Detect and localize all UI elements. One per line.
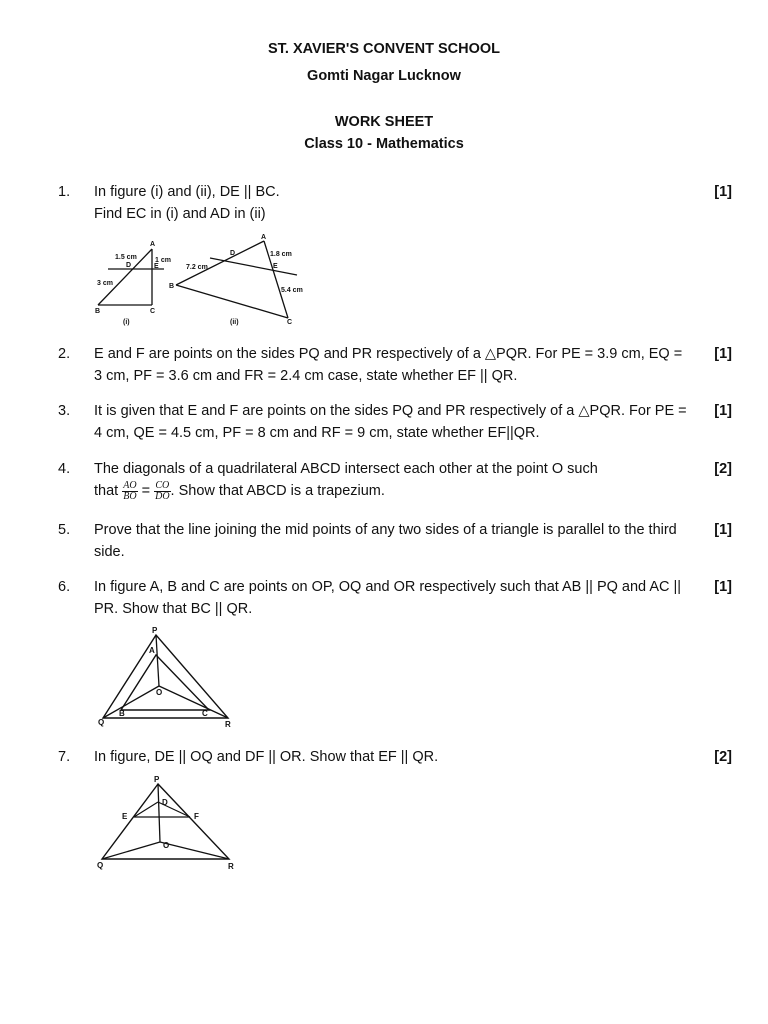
- question-line: Find EC in (i) and AD in (ii): [94, 206, 266, 222]
- label-q: Q: [97, 861, 104, 870]
- equals-sign: =: [141, 483, 151, 499]
- label-d: D: [230, 250, 236, 257]
- question-number: 3.: [58, 403, 71, 419]
- fraction-numerator: AO: [123, 479, 137, 491]
- line-ro: [160, 842, 229, 859]
- label-ad: 1.5 cm: [115, 254, 137, 261]
- triangle-pqr: [103, 635, 228, 718]
- label-a: A: [150, 241, 156, 248]
- fraction-denominator: BO: [123, 490, 137, 502]
- triangle-abc: [121, 655, 209, 710]
- label-ae: 1 cm: [155, 257, 171, 264]
- question-line: [94, 480, 694, 502]
- caption-i: (i): [123, 319, 130, 326]
- question-marks: [1]: [714, 579, 732, 595]
- question-text: It is given that E and F are points on the sides PQ and PR respectively of a △PQR. For PE = 4 cm, QE = 4.5 cm, PF = 8 cm and RF = 9 cm, state whether EF||QR.: [94, 403, 687, 441]
- line-qo: [103, 686, 159, 718]
- fraction-denominator: DO: [155, 490, 170, 502]
- question-marks: [1]: [714, 184, 732, 200]
- school-location: Gomti Nagar Lucknow: [307, 68, 461, 84]
- question-text: E and F are points on the sides PQ and PR respectively of a △PQR. For PE = 3.9 cm, EQ = 3 cm, PF = 3.6 cm and FR = 2.4 cm case, state whether EF || QR.: [94, 346, 683, 384]
- line-qo: [102, 842, 160, 859]
- label-f: F: [194, 812, 199, 821]
- fraction-ao-bo: [122, 481, 137, 502]
- line-po: [158, 784, 160, 842]
- label-o: O: [163, 841, 170, 850]
- label-c: C: [150, 308, 156, 315]
- question-number: 2.: [58, 346, 71, 362]
- label-d: D: [162, 798, 168, 807]
- label-ec: 5.4 cm: [281, 287, 303, 294]
- question-line: In figure (i) and (ii), DE || BC.: [94, 184, 280, 200]
- worksheet-title: WORK SHEET: [334, 114, 434, 130]
- label-o: O: [156, 688, 163, 697]
- figure-i: [95, 241, 171, 326]
- text-that: that: [94, 483, 119, 499]
- question-line: The diagonals of a quadrilateral ABCD intersect each other at the point O such: [94, 461, 598, 477]
- caption-ii: (ii): [230, 319, 239, 326]
- label-r: R: [228, 862, 234, 871]
- question-text: In figure A, B and C are points on OP, OQ and OR respectively such that AB || PQ and AC || PR. Show that BC || QR.: [94, 579, 682, 617]
- text-conclusion: . Show that ABCD is a trapezium.: [170, 483, 385, 499]
- school-name: ST. XAVIER'S CONVENT SCHOOL: [268, 41, 500, 57]
- line-de: [210, 258, 297, 275]
- question-marks: [1]: [714, 403, 732, 419]
- class-subject: Class 10 - Mathematics: [304, 136, 464, 152]
- line-po: [156, 635, 159, 686]
- question-marks: [2]: [714, 749, 732, 765]
- line-de: [134, 802, 158, 817]
- question-number: 5.: [58, 522, 71, 538]
- line-ro: [159, 686, 228, 718]
- label-e: E: [154, 263, 159, 270]
- fraction-numerator: CO: [155, 479, 170, 491]
- label-p: P: [152, 626, 158, 635]
- label-b: B: [95, 308, 101, 315]
- label-e: E: [273, 263, 278, 270]
- question-marks: [1]: [714, 522, 732, 538]
- label-a: A: [149, 646, 155, 655]
- label-c: C: [287, 319, 293, 326]
- label-e: E: [122, 812, 128, 821]
- line-bc: [176, 285, 288, 318]
- figure-q6: [94, 623, 244, 731]
- line-ab: [176, 241, 264, 285]
- label-c: C: [202, 709, 208, 718]
- label-ae: 1.8 cm: [270, 251, 292, 258]
- question-text: Prove that the line joining the mid points of any two sides of a triangle is parallel to the third side.: [94, 522, 677, 560]
- question-text: [94, 181, 694, 225]
- label-r: R: [225, 720, 231, 729]
- label-d: D: [126, 262, 132, 269]
- label-b: B: [169, 283, 175, 290]
- figure-q7: [92, 772, 242, 872]
- question-text: [94, 458, 694, 502]
- label-db: 7.2 cm: [186, 264, 208, 271]
- label-db: 3 cm: [97, 280, 113, 287]
- label-p: P: [154, 775, 160, 784]
- question-text: In figure, DE || OQ and DF || OR. Show that EF || QR.: [94, 749, 439, 765]
- question-marks: [2]: [714, 461, 732, 477]
- figure-ii: [169, 234, 303, 326]
- question-number: 6.: [58, 579, 71, 595]
- question-number: 4.: [58, 461, 71, 477]
- question-number: 7.: [58, 749, 71, 765]
- label-b: B: [119, 709, 125, 718]
- figure-q1: [90, 232, 320, 332]
- question-marks: [1]: [714, 346, 732, 362]
- question-number: 1.: [58, 184, 71, 200]
- fraction-co-do: [154, 481, 170, 502]
- label-q: Q: [98, 718, 105, 727]
- label-a: A: [261, 234, 267, 241]
